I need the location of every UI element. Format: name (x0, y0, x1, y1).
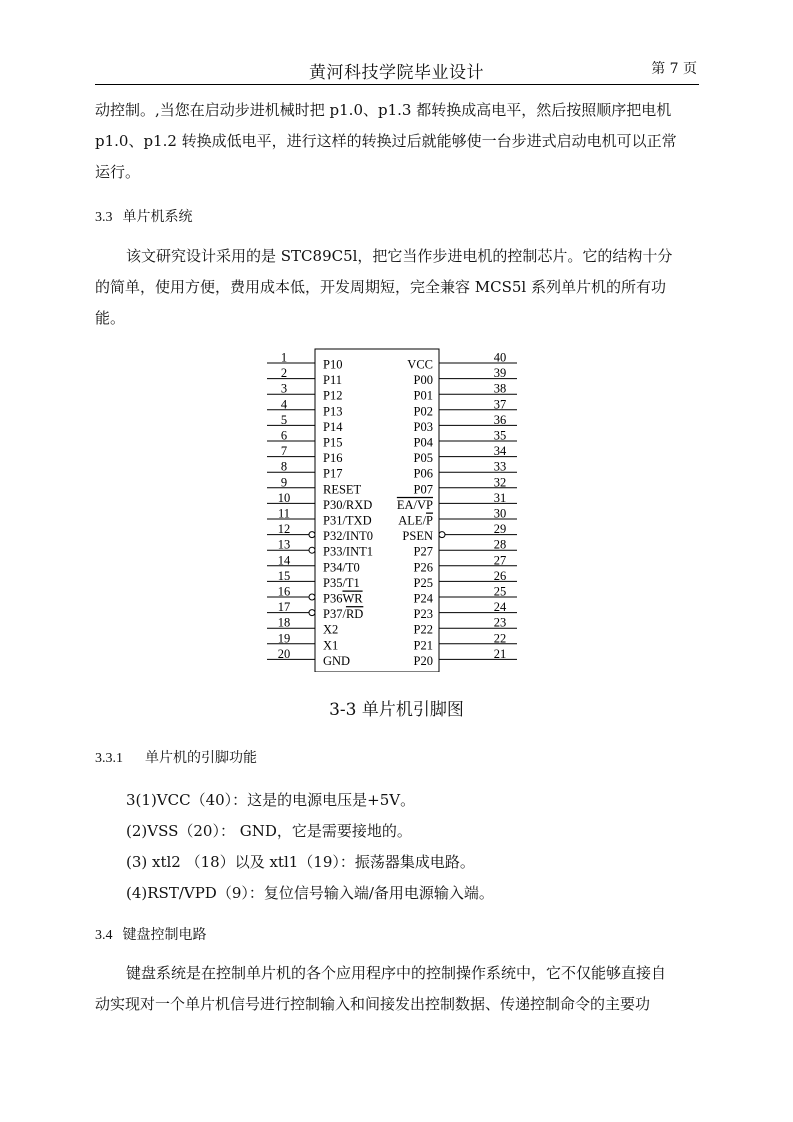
pin-number: 38 (493, 381, 507, 396)
pin-label: P32/INT0 (323, 529, 373, 544)
pin-label: ALE/P (398, 513, 433, 528)
pin-label: P16 (323, 451, 343, 466)
list-item: 3(1)VCC（40）：这是的电源电压是+5V。 (126, 791, 416, 809)
pin-label: P35/T1 (323, 575, 360, 590)
text-line: p1.0、p1.2 转换成低电平，进行这样的转换过后就能够使一台步进式启动电机可以正常 (95, 132, 677, 150)
active-low-bubble (439, 532, 445, 538)
pin-number: 32 (493, 475, 507, 490)
text-line: 的简单，使用方便，费用成本低，开发周期短，完全兼容 MCS5l 系列单片机的所有功 (95, 278, 666, 296)
pin-number: 34 (493, 444, 507, 459)
pin-label (397, 498, 433, 512)
pin-label: P05 (413, 451, 433, 466)
pin-number: 3 (280, 381, 288, 396)
pin-label: P20 (413, 653, 433, 668)
pin-number: 2 (280, 366, 288, 381)
active-low-bubble (309, 532, 315, 538)
list-item: (2)VSS（20）： GND，它是需要接地的。 (126, 822, 412, 840)
pin-label-overline: EA/VP (396, 497, 433, 512)
pin-label: P04 (413, 435, 433, 450)
pin-label: GND (323, 653, 351, 668)
text-line: 动实现对一个单片机信号进行控制输入和间接发出控制数据、传递控制命令的主要功 (95, 995, 651, 1013)
section-number: 3.3 (95, 210, 113, 225)
pin-label: PSEN (402, 529, 433, 544)
section-heading-3-3 (95, 206, 193, 226)
pin-label: X1 (323, 638, 339, 653)
pin-label: P22 (413, 622, 433, 637)
pin-number: 25 (493, 584, 507, 599)
section-title: 键盘控制电路 (122, 927, 207, 943)
pin-label-overline: WR (342, 591, 363, 606)
pin-number: 20 (277, 646, 291, 661)
pin-label: P21 (413, 638, 433, 653)
active-low-bubble (309, 594, 315, 600)
pin-number: 18 (277, 615, 291, 630)
pin-number: 40 (493, 350, 507, 365)
pin-number: 28 (493, 537, 507, 552)
pin-number: 7 (280, 444, 288, 459)
pin-label: P25 (413, 575, 433, 590)
section-title: 单片机的引脚功能 (145, 750, 257, 766)
section-heading-3-4 (95, 924, 207, 944)
pin-label: P14 (323, 419, 343, 434)
pin-number: 26 (493, 568, 507, 583)
left-pin-group (267, 351, 373, 668)
pin-label: P17 (323, 466, 343, 481)
page-number: 第 7 页 (651, 61, 697, 77)
pin-label: RESET (323, 482, 362, 497)
pin-number: 1 (280, 350, 288, 365)
pin-label: P34/T0 (323, 560, 360, 575)
pin-number: 12 (277, 522, 291, 537)
pin-label: X2 (323, 622, 339, 637)
pin-label: P06 (413, 466, 433, 481)
pin-label: P02 (413, 404, 433, 419)
pin-label-overline: P (426, 513, 433, 528)
pin-label: P03 (413, 419, 433, 434)
pin-number: 17 (277, 600, 291, 615)
pin-label: P26 (413, 560, 433, 575)
pin-label: P27 (413, 544, 433, 559)
pin-number: 9 (280, 475, 288, 490)
active-low-bubble (309, 610, 315, 616)
pin-number: 11 (277, 506, 291, 521)
text-line: 键盘系统是在控制单片机的各个应用程序中的控制操作系统中，它不仅能够直接自 (126, 964, 667, 982)
pin-label-overline: RD (345, 607, 364, 622)
pin-number: 15 (277, 568, 291, 583)
pin-number: 10 (277, 490, 291, 505)
mcu-pinout-diagram (262, 346, 522, 672)
pin-number: 31 (493, 490, 507, 505)
pin-number: 35 (493, 428, 507, 443)
active-low-bubble (309, 547, 315, 553)
pin-label: P07 (413, 482, 433, 497)
pin-label: P31/TXD (323, 513, 372, 528)
pin-number: 29 (493, 522, 507, 537)
figure-caption: 3-3 单片机引脚图 (329, 700, 464, 720)
pin-number: 6 (280, 428, 288, 443)
pin-label: VCC (407, 357, 433, 372)
pin-number: 13 (277, 537, 291, 552)
pin-number: 14 (277, 553, 291, 568)
right-pin-group (397, 351, 517, 668)
pin-number: 5 (280, 412, 288, 427)
pin-label: P37/RD (323, 607, 364, 622)
pin-number: 39 (493, 366, 507, 381)
pin-label: P00 (413, 373, 433, 388)
pin-number: 4 (280, 397, 288, 412)
pin-number: 27 (493, 553, 507, 568)
pin-number: 22 (493, 631, 507, 646)
pin-number: 24 (493, 600, 507, 615)
pin-label: P24 (413, 591, 433, 606)
list-item: (3) xtl2 （18）以及 xtl1（19）：振荡器集成电路。 (126, 853, 475, 871)
pin-number: 36 (493, 412, 507, 427)
pin-number: 21 (493, 646, 507, 661)
pin-1 (267, 351, 342, 372)
text-line: 能。 (95, 309, 126, 327)
pin-number: 33 (493, 459, 507, 474)
pin-label: P15 (323, 435, 343, 450)
pin-label: P36WR (323, 591, 363, 606)
pin-label: P01 (413, 388, 433, 403)
text-line: 动控制。,当您在启动步进机械时把 p1.0、p1.3 都转换成高电平，然后按照顺序把电机 (95, 101, 672, 119)
pin-number: 23 (493, 615, 507, 630)
section-number: 3.4 (95, 928, 113, 943)
section-number: 3.3.1 (95, 751, 123, 766)
pin-number: 19 (277, 631, 291, 646)
pin-label: P33/INT1 (323, 544, 373, 559)
pin-label: P12 (323, 388, 343, 403)
list-item: (4)RST/VPD（9）：复位信号输入端/备用电源输入端。 (126, 884, 494, 902)
text-line: 该文研究设计采用的是 STC89C5l，把它当作步进电机的控制芯片。它的结构十分 (126, 247, 673, 265)
pin-number: 8 (280, 459, 288, 474)
pin-label: P13 (323, 404, 343, 419)
pin-label: P30/RXD (323, 497, 373, 512)
pin-label: P10 (323, 357, 343, 372)
pin-label: P23 (413, 607, 433, 622)
header-rule (95, 84, 699, 85)
pin-number: 16 (277, 584, 291, 599)
section-title: 单片机系统 (122, 209, 193, 225)
pin-number: 30 (493, 506, 507, 521)
text-line: 运行。 (95, 163, 141, 181)
document-header-title: 黄河科技学院毕业设计 (309, 63, 484, 83)
pin-number: 37 (493, 397, 507, 412)
pin-label: P11 (323, 373, 342, 388)
section-heading-3-3-1 (95, 747, 257, 767)
